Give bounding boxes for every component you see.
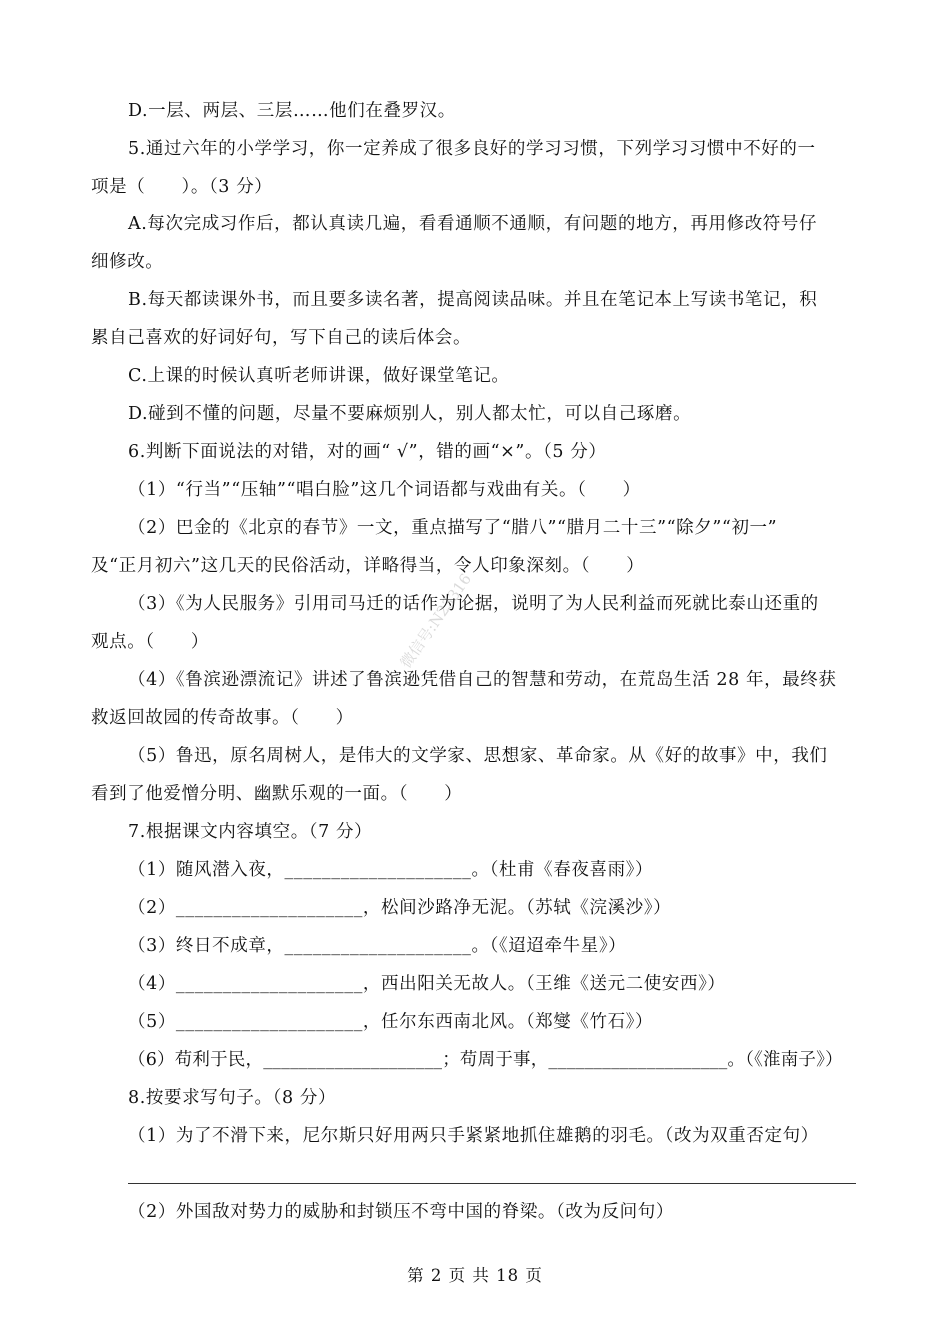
q6-item-4-cont: 救返回故园的传奇故事。（ ） [91, 708, 354, 728]
q6-item-2-cont: 及“正月初六”这几天的民俗活动，详略得当，令人印象深刻。（ ） [91, 556, 645, 576]
answer-line [128, 1183, 856, 1184]
q6-item-3: （3）《为人民服务》引用司马迁的话作为论据，说明了为人民利益而死就比泰山还重的 [128, 594, 819, 614]
question-5: 5.通过六年的小学学习，你一定养成了很多良好的学习习惯，下列学习习惯中不好的一 [128, 139, 816, 159]
q6-item-1: （1）“行当”“压轴”“唱白脸”这几个词语都与戏曲有关。（ ） [128, 480, 641, 500]
option-a-q5-cont: 细修改。 [91, 252, 164, 272]
question-7: 7.根据课文内容填空。（7 分） [128, 822, 373, 842]
option-b-q5-cont: 累自己喜欢的好词好句，写下自己的读后体会。 [91, 328, 472, 348]
question-6: 6.判断下面说法的对错，对的画“ √”，错的画“×”。（5 分） [128, 442, 607, 462]
q7-item-4: （4）____________________，西出阳关无故人。（王维《送元二使安西》） [128, 974, 726, 994]
option-b-q5: B.每天都读课外书，而且要多读名著，提高阅读品味。并且在笔记本上写读书笔记，积 [128, 290, 818, 310]
q6-item-5: （5）鲁迅，原名周树人，是伟大的文学家、思想家、革命家。从《好的故事》中，我们 [128, 746, 828, 766]
page-footer: 第 2 页 共 18 页 [407, 1266, 543, 1285]
option-d-q4: D.一层、两层、三层……他们在叠罗汉。 [128, 101, 456, 121]
watermark: 微信号:N23316 [396, 570, 475, 672]
q7-item-6: （6）苟利于民，____________________；苟周于事，____________________。（《淮南子》） [128, 1050, 843, 1070]
q6-item-2: （2）巴金的《北京的春节》一文，重点描写了“腊八”“腊月二十三”“除夕”“初一” [128, 518, 778, 538]
q6-item-4: （4）《鲁滨逊漂流记》讲述了鲁滨逊凭借自己的智慧和劳动，在荒岛生活 28 年，最终获 [128, 670, 837, 690]
question-8: 8.按要求写句子。（8 分） [128, 1088, 337, 1108]
question-5-cont: 项是（ ）。（3 分） [91, 177, 273, 197]
option-c-q5: C.上课的时候认真听老师讲课，做好课堂笔记。 [128, 366, 510, 386]
q7-item-2: （2）____________________，松间沙路净无泥。（苏轼《浣溪沙》） [128, 898, 672, 918]
option-d-q5: D.碰到不懂的问题，尽量不要麻烦别人，别人都太忙，可以自己琢磨。 [128, 404, 692, 424]
q6-item-5-cont: 看到了他爱憎分明、幽默乐观的一面。（ ） [91, 784, 463, 804]
option-a-q5: A.每次完成习作后，都认真读几遍，看看通顺不通顺，有问题的地方，再用修改符号仔 [128, 214, 818, 234]
q7-item-1: （1）随风潜入夜，____________________。（杜甫《春夜喜雨》） [128, 860, 654, 880]
q6-item-3-cont: 观点。（ ） [91, 632, 209, 652]
q7-item-5: （5）____________________，任尔东西南北风。（郑燮《竹石》） [128, 1012, 654, 1032]
q8-item-1: （1）为了不滑下来，尼尔斯只好用两只手紧紧地抓住雄鹅的羽毛。（改为双重否定句） [128, 1126, 819, 1146]
q7-item-3: （3）终日不成章，____________________。（《迢迢牵牛星》） [128, 936, 627, 956]
q8-item-2: （2）外国敌对势力的威胁和封锁压不弯中国的脊梁。（改为反问句） [128, 1202, 674, 1222]
